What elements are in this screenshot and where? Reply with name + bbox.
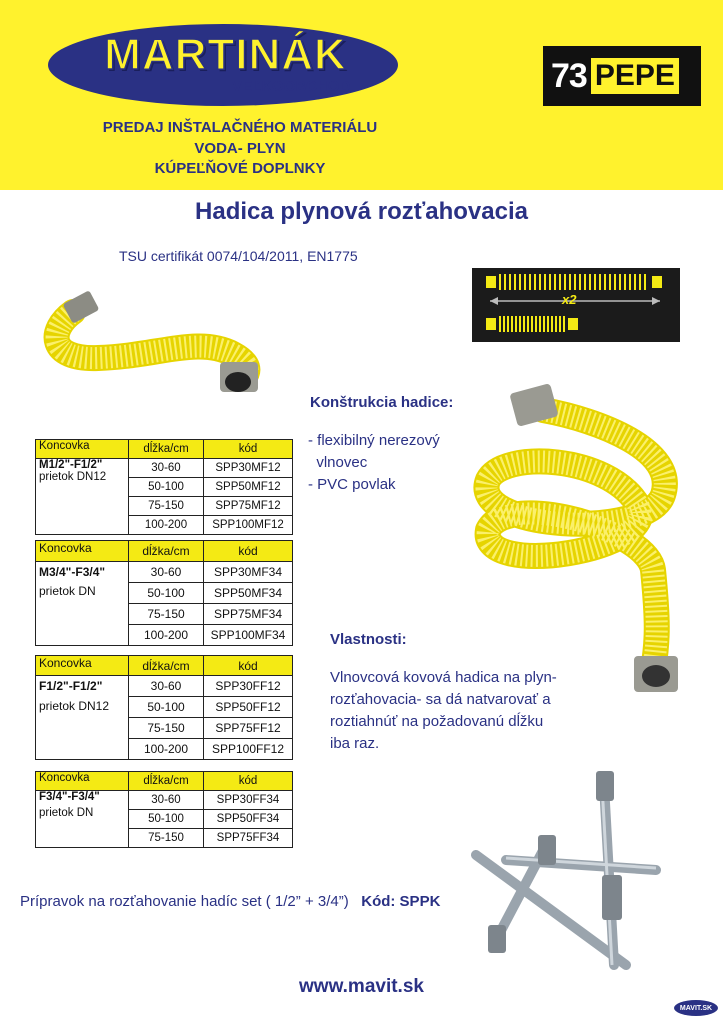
properties-line-2: rozťahovacia- sa dá natvarovať a bbox=[330, 691, 551, 708]
logo-subtitle: VEĽKOOBCHOD bbox=[232, 78, 351, 95]
header-length: dĺžka/cm bbox=[129, 541, 204, 562]
code-cell: SPP30FF12 bbox=[204, 676, 293, 697]
code-cell: SPP30FF34 bbox=[204, 791, 293, 810]
tool-description bbox=[20, 893, 440, 910]
length-cell: 100-200 bbox=[129, 625, 204, 646]
length-cell: 75-150 bbox=[129, 497, 204, 516]
header-length: dĺžka/cm bbox=[129, 656, 204, 676]
table-header-row bbox=[36, 541, 293, 562]
table-header-row bbox=[36, 656, 293, 676]
spec-table-3 bbox=[35, 655, 293, 760]
length-cell: 75-150 bbox=[129, 829, 204, 848]
fitting-name: F3/4"-F3/4" bbox=[39, 791, 100, 803]
short-hose-image bbox=[38, 290, 278, 400]
properties-line-1: Vlnovcová kovová hadica na plyn- bbox=[330, 669, 557, 686]
fitting-cell bbox=[36, 459, 129, 535]
construction-line-2: vlnovec bbox=[308, 454, 368, 471]
fitting-cell bbox=[36, 791, 129, 848]
header-fitting: Koncovka bbox=[36, 656, 129, 676]
table-row bbox=[36, 459, 293, 478]
spec-table-1 bbox=[35, 439, 293, 535]
fitting-cell bbox=[36, 676, 129, 760]
length-cell: 50-100 bbox=[129, 810, 204, 829]
length-cell: 100-200 bbox=[129, 739, 204, 760]
length-cell: 50-100 bbox=[129, 697, 204, 718]
logo-text: MARTINÁK bbox=[104, 30, 347, 79]
page-title: Hadica plynová rozťahovacia bbox=[195, 198, 528, 225]
brand-word: PEPE bbox=[591, 58, 679, 94]
code-cell: SPP75MF34 bbox=[204, 604, 293, 625]
header-fitting: Koncovka bbox=[36, 440, 129, 459]
header-length: dĺžka/cm bbox=[129, 440, 204, 459]
length-cell: 50-100 bbox=[129, 478, 204, 497]
code-cell: SPP75FF12 bbox=[204, 718, 293, 739]
header-fitting: Koncovka bbox=[36, 772, 129, 791]
website-link[interactable]: www.mavit.sk bbox=[299, 976, 424, 997]
code-cell: SPP30MF12 bbox=[204, 459, 293, 478]
expansion-tool-image bbox=[466, 765, 666, 980]
header-code: kód bbox=[204, 656, 293, 676]
spec-table-4 bbox=[35, 771, 293, 848]
length-cell: 30-60 bbox=[129, 791, 204, 810]
mavit-badge: MAVIT.SK bbox=[674, 1000, 718, 1016]
code-cell: SPP30MF34 bbox=[204, 562, 293, 583]
properties-line-3: roztiahnúť na požadovanú dĺžku bbox=[330, 713, 544, 730]
flow-label: prietok DN bbox=[39, 584, 96, 598]
tool-text: Prípravok na rozťahovanie hadíc set ( 1/2” + 3/4”) bbox=[20, 893, 349, 910]
code-cell: SPP100FF12 bbox=[204, 739, 293, 760]
tagline-1: PREDAJ INŠTALAČNÉHO MATERIÁLU bbox=[102, 119, 378, 136]
spec-table-2 bbox=[35, 540, 293, 646]
tagline-3: KÚPEĽŇOVÉ DOPLNKY bbox=[154, 160, 326, 177]
table-header-row bbox=[36, 772, 293, 791]
length-cell: 100-200 bbox=[129, 516, 204, 535]
pepe-brand-logo bbox=[543, 46, 701, 106]
construction-line-1: - flexibilný nerezový bbox=[308, 432, 440, 449]
flow-label: prietok DN12 bbox=[39, 699, 110, 713]
flow-label: prietok DN bbox=[39, 807, 94, 819]
table-header-row bbox=[36, 440, 293, 459]
length-cell: 30-60 bbox=[129, 459, 204, 478]
code-cell: SPP50FF12 bbox=[204, 697, 293, 718]
header-code: kód bbox=[204, 440, 293, 459]
stretch-label: x2 bbox=[562, 292, 577, 307]
construction-heading: Konštrukcia hadice: bbox=[310, 394, 454, 411]
code-cell: SPP100MF34 bbox=[204, 625, 293, 646]
length-cell: 30-60 bbox=[129, 676, 204, 697]
fitting-name: M1/2"-F1/2" bbox=[39, 459, 103, 471]
length-cell: 75-150 bbox=[129, 718, 204, 739]
tool-code: Kód: SPPK bbox=[361, 893, 441, 910]
flow-label: prietok DN12 bbox=[39, 471, 107, 483]
fitting-name: F1/2"-F1/2" bbox=[39, 679, 103, 693]
properties-line-4: iba raz. bbox=[330, 735, 380, 752]
fitting-name: M3/4"-F3/4" bbox=[39, 565, 106, 579]
code-cell: SPP50MF34 bbox=[204, 583, 293, 604]
length-cell: 75-150 bbox=[129, 604, 204, 625]
code-cell: SPP50MF12 bbox=[204, 478, 293, 497]
length-cell: 50-100 bbox=[129, 583, 204, 604]
code-cell: SPP100MF12 bbox=[204, 516, 293, 535]
coiled-hose-image bbox=[448, 380, 718, 700]
construction-line-3: - PVC povlak bbox=[308, 476, 396, 493]
header-fitting: Koncovka bbox=[36, 541, 129, 562]
table-row bbox=[36, 676, 293, 697]
tagline-2: VODA- PLYN bbox=[194, 140, 286, 157]
length-cell: 30-60 bbox=[129, 562, 204, 583]
header-code: kód bbox=[204, 541, 293, 562]
header-length: dĺžka/cm bbox=[129, 772, 204, 791]
table-row bbox=[36, 791, 293, 810]
code-cell: SPP75MF12 bbox=[204, 497, 293, 516]
properties-heading: Vlastnosti: bbox=[330, 631, 407, 648]
code-cell: SPP50FF34 bbox=[204, 810, 293, 829]
fitting-cell bbox=[36, 562, 129, 646]
header-code: kód bbox=[204, 772, 293, 791]
code-cell: SPP75FF34 bbox=[204, 829, 293, 848]
table-row bbox=[36, 562, 293, 583]
brand-number: 73 bbox=[551, 56, 587, 95]
certificate-text: TSU certifikát 0074/104/2011, EN1775 bbox=[119, 248, 358, 264]
